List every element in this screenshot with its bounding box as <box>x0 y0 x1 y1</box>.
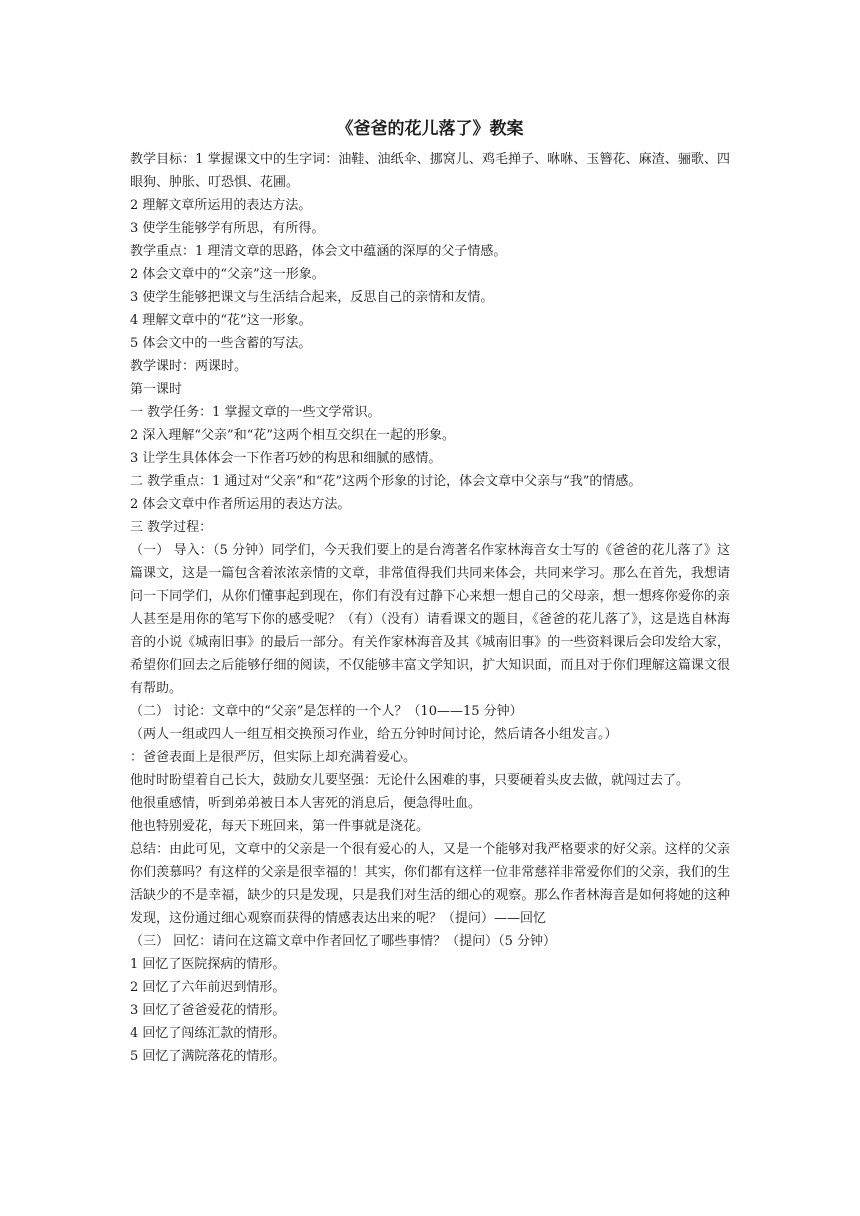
paragraph: 2 体会文章中的“父亲”这一形象。 <box>130 267 325 282</box>
paragraph: （二） 讨论：文章中的“父亲”是怎样的一个人？（10——15 分钟） <box>130 704 523 719</box>
paragraph: 三 教学过程： <box>130 520 213 535</box>
paragraph: 4 回忆了闯练汇款的情形。 <box>130 1026 286 1041</box>
paragraph: 2 深入理解“父亲”和“花”这两个相互交织在一起的形象。 <box>130 428 455 443</box>
paragraph: 他时时盼望着自己长大，鼓励女儿要坚强：无论什么困难的事，只要硬着头皮去做，就闯过去了。 <box>130 773 690 788</box>
paragraph: 第一课时 <box>130 382 183 397</box>
paragraph: 一 教学任务：1 掌握文章的一些文学常识。 <box>130 405 381 420</box>
paragraph: 2 体会文章中作者所运用的表达方法。 <box>130 497 351 512</box>
paragraph: 总结：由此可见，文章中的父亲是一个很有爱心的人，又是一个能够对我严格要求的好父亲。这样的父亲你们羡慕吗？有这样的父亲是很幸福的！其实，你们都有这样一位非常慈祥非常爱你们的父亲，我们的生活缺少的不是幸福，缺少的只是发现，只是我们对生活的细心的观察。那么作者林海音是如何将她的这种发现，这份通过细心观察而获得的情感表达出来的呢？（提问）——回忆 <box>130 842 730 926</box>
paragraph: 3 回忆了爸爸爱花的情形。 <box>130 1003 286 1018</box>
paragraph: 3 让学生具体体会一下作者巧妙的构思和细腻的感情。 <box>130 451 442 466</box>
paragraph: 教学课时：两课时。 <box>130 359 248 374</box>
paragraph: 1 回忆了医院探病的情形。 <box>130 957 286 972</box>
paragraph: 他很重感情，听到弟弟被日本人害死的消息后，便急得吐血。 <box>130 796 482 811</box>
paragraph: ：爸爸表面上是很严厉，但实际上却充满着爱心。 <box>130 750 417 765</box>
paragraph: 教学目标：1 掌握课文中的生字词：油鞋、油纸伞、挪窝儿、鸡毛掸子、咻咻、玉簪花、麻渣、骊歌、四眼狗、肿胀、叮恐惧、花圃。 <box>130 152 730 190</box>
paragraph: 教学重点：1 理清文章的思路，体会文中蕴涵的深厚的父子情感。 <box>130 244 507 259</box>
paragraph: 5 回忆了满院落花的情形。 <box>130 1049 286 1064</box>
document-title: 《爸爸的花儿落了》教案 <box>336 119 524 139</box>
paragraph: 4 理解文章中的“花”这一形象。 <box>130 313 312 328</box>
paragraph: （两人一组或四人一组互相交换预习作业，给五分钟时间讨论，然后请各小组发言。） <box>130 727 618 742</box>
paragraph: 二 教学重点：1 通过对“父亲”和“花”这两个形象的讨论，体会文章中父亲与“我”的情感。 <box>130 474 642 489</box>
paragraph: （三） 回忆：请问在这篇文章中作者回忆了哪些事情？（提问）（5 分钟） <box>130 934 557 949</box>
paragraph: 3 使学生能够学有所思，有所得。 <box>130 221 325 236</box>
paragraph: 他也特别爱花，每天下班回来，第一件事就是浇花。 <box>130 819 430 834</box>
document-body <box>130 148 730 1068</box>
paragraph: 2 理解文章所运用的表达方法。 <box>130 198 312 213</box>
paragraph: 3 使学生能够把课文与生活结合起来，反思自己的亲情和友情。 <box>130 290 494 305</box>
paragraph: 5 体会文中的一些含蓄的写法。 <box>130 336 312 351</box>
paragraph: 2 回忆了六年前迟到情形。 <box>130 980 286 995</box>
paragraph: （一） 导入：（5 分钟）同学们，今天我们要上的是台湾著名作家林海音女士写的《爸爸的花儿落了》这篇课文，这是一篇包含着浓浓亲情的文章，非常值得我们共同来体会，共同来学习。那么在首先，我想请问一下同学们，从你们懂事起到现在，你们有没有过静下心来想一想自己的父母亲，想一想疼你爱你的亲人甚至是用你的笔写下你的感受呢？（有）（没有）请看课文的题目，《爸爸的花儿落了》，这是选自林海音的小说《城南旧事》的最后一部分。有关作家林海音及其《城南旧事》的一些资料课后会印发给大家，希望你们回去之后能够仔细的阅读，不仅能够丰富文学知识，扩大知识面，而且对于你们理解这篇课文很有帮助。 <box>130 543 730 696</box>
